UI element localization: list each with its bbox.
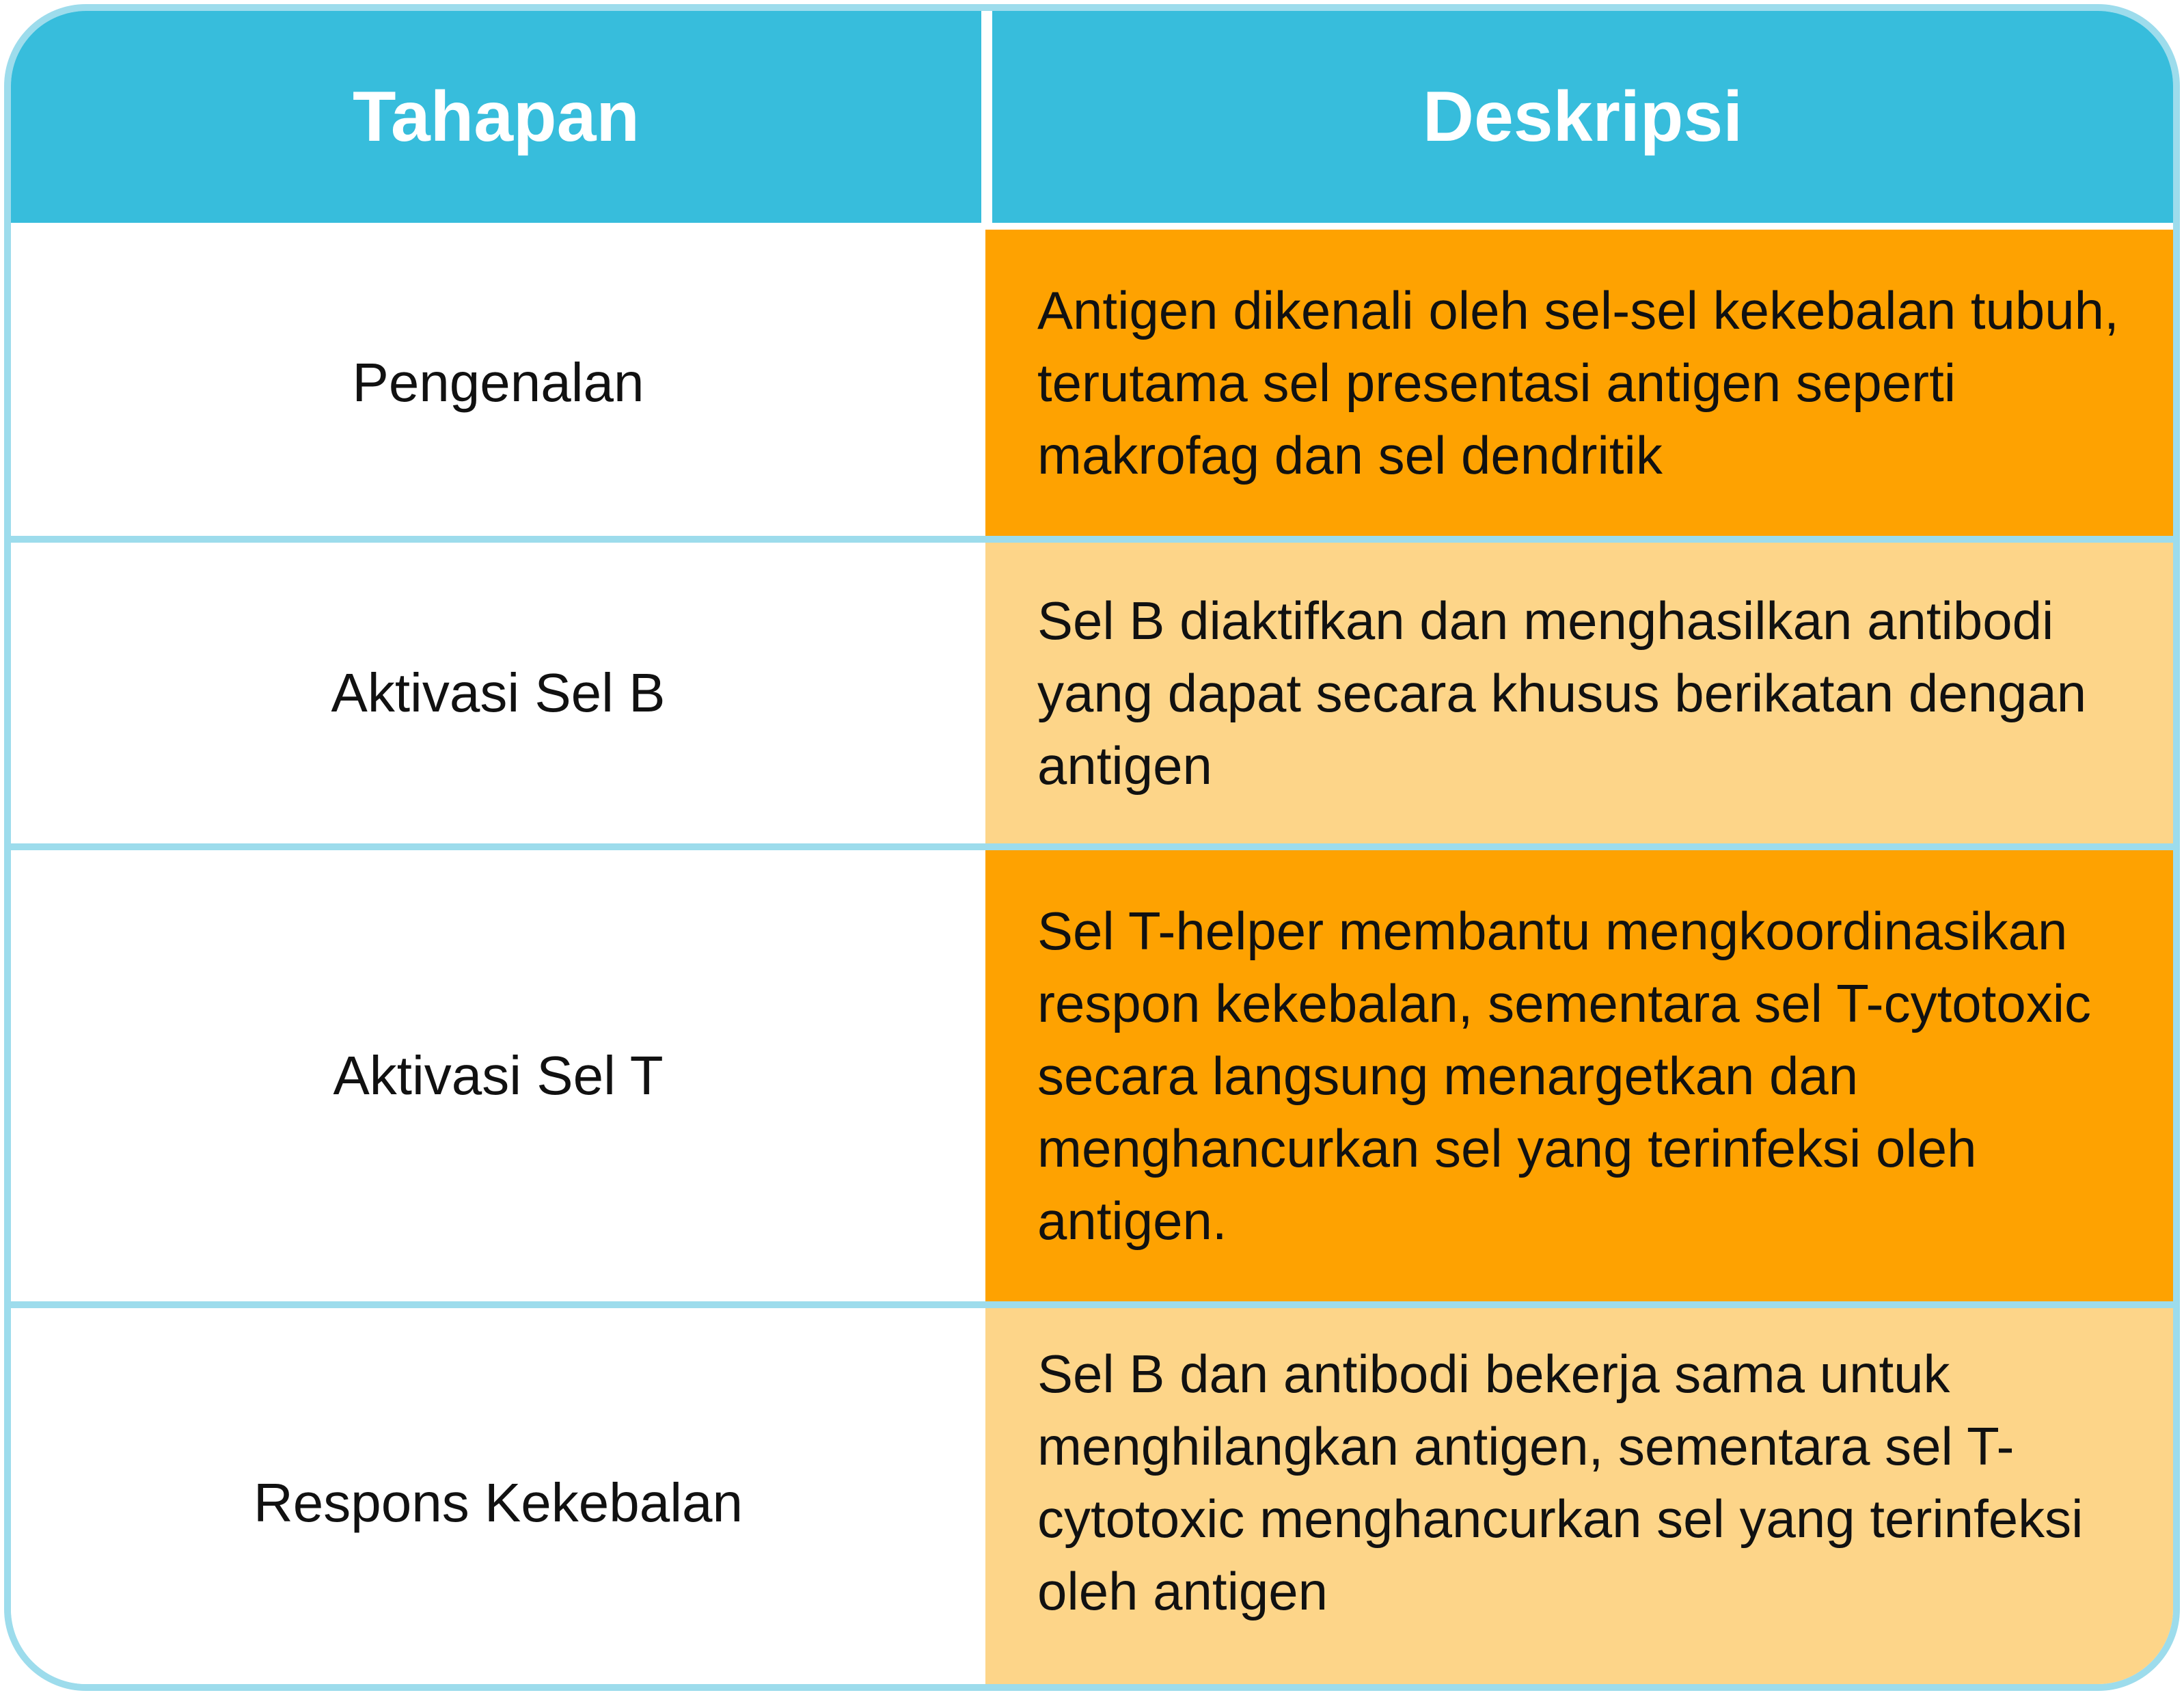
table-row-stage: Aktivasi Sel B (11, 543, 985, 843)
table-row-stage: Aktivasi Sel T (11, 850, 985, 1301)
table-row-stage: Respons Kekebalan (11, 1308, 985, 1691)
header-divider (981, 11, 992, 223)
header-stage: Tahapan (11, 11, 981, 223)
table-row-stage: Pengenalan (11, 230, 985, 536)
table-row-description: Sel B dan antibodi bekerja sama untuk menghilangkan antigen, sementara sel T-cytotoxic menghancurkan sel yang terinfeksi oleh antigen (985, 1308, 2173, 1691)
table-header (11, 11, 2173, 223)
table-row-description: Sel B diaktifkan dan menghasilkan antibodi yang dapat secara khusus berikatan dengan antigen (985, 543, 2173, 843)
row-divider (11, 1301, 2173, 1308)
table-row-description: Sel T-helper membantu mengkoordinasikan respon kekebalan, sementara sel T-cytotoxic secara langsung menargetkan dan menghancurkan sel yang terinfeksi oleh antigen. (985, 850, 2173, 1301)
header-description: Deskripsi (992, 11, 2173, 223)
row-divider (11, 536, 2173, 543)
table-row-description: Antigen dikenali oleh sel-sel kekebalan tubuh, terutama sel presentasi antigen seperti makrofag dan sel dendritik (985, 230, 2173, 536)
row-divider (11, 843, 2173, 850)
immune-response-table (4, 4, 2180, 1691)
